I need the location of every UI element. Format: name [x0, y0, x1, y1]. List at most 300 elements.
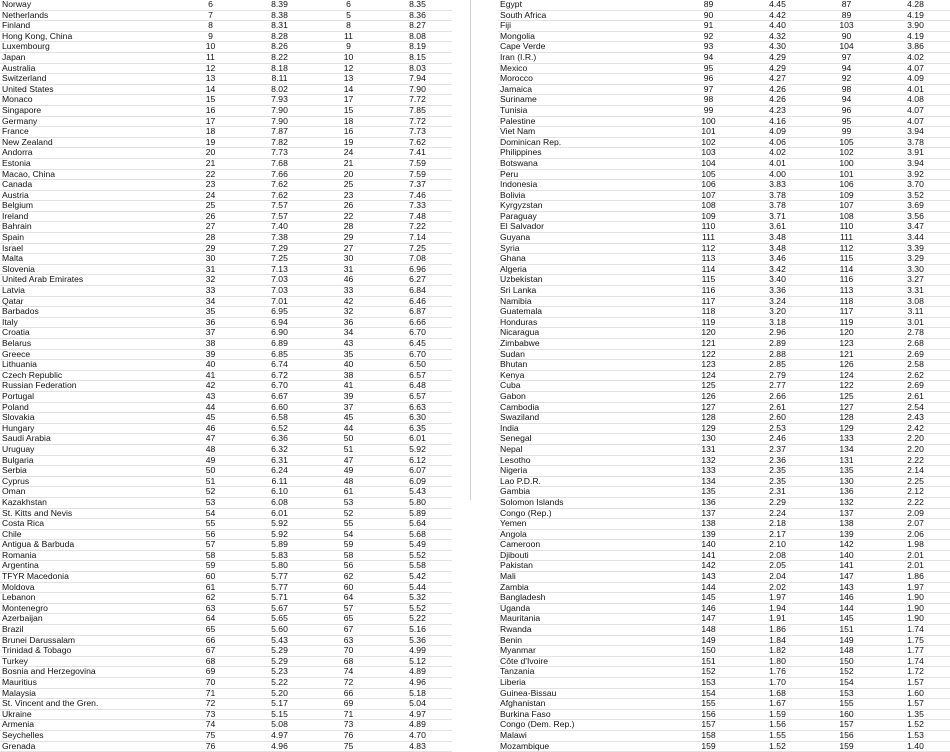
- rank-2012-cell: 23: [314, 190, 383, 201]
- score-2013-cell: 6.11: [245, 476, 314, 487]
- score-2013-cell: 4.23: [743, 105, 812, 116]
- rank-2012-cell: 146: [812, 593, 881, 604]
- rank-2012-cell: 153: [812, 688, 881, 699]
- score-2012-cell: 2.54: [881, 402, 950, 413]
- score-2012-cell: 1.90: [881, 614, 950, 625]
- table-row: [0, 328, 452, 339]
- score-2012-cell: 7.59: [383, 158, 452, 169]
- rank-2013-cell: 149: [674, 635, 743, 646]
- country-cell: Croatia: [0, 328, 176, 339]
- rank-2012-cell: 142: [812, 540, 881, 551]
- rank-2013-cell: 6: [176, 0, 245, 10]
- score-2013-cell: 5.29: [245, 646, 314, 657]
- rank-2012-cell: 55: [314, 519, 383, 530]
- score-2013-cell: 2.85: [743, 360, 812, 371]
- score-2013-cell: 2.17: [743, 529, 812, 540]
- rank-2013-cell: 37: [176, 328, 245, 339]
- rank-2012-cell: 33: [314, 286, 383, 297]
- table-row: [498, 31, 950, 42]
- score-2012-cell: 5.52: [383, 603, 452, 614]
- score-2013-cell: 2.24: [743, 508, 812, 519]
- score-2012-cell: 7.22: [383, 222, 452, 233]
- score-2013-cell: 7.87: [245, 127, 314, 138]
- score-2012-cell: 8.15: [383, 52, 452, 63]
- table-row: [0, 360, 452, 371]
- country-cell: Lao P.D.R.: [498, 476, 674, 487]
- table-row: [498, 423, 950, 434]
- score-2013-cell: 7.93: [245, 95, 314, 106]
- rank-2012-cell: 130: [812, 476, 881, 487]
- rank-2013-cell: 12: [176, 63, 245, 74]
- score-2012-cell: 3.90: [881, 21, 950, 32]
- score-2012-cell: 7.46: [383, 190, 452, 201]
- score-2013-cell: 2.35: [743, 466, 812, 477]
- score-2013-cell: 3.61: [743, 222, 812, 233]
- table-row: [498, 561, 950, 572]
- rank-2013-cell: 115: [674, 275, 743, 286]
- rank-2012-cell: 104: [812, 42, 881, 53]
- rank-2012-cell: 94: [812, 63, 881, 74]
- rank-2013-cell: 64: [176, 614, 245, 625]
- score-2012-cell: 4.01: [881, 84, 950, 95]
- score-2012-cell: 6.63: [383, 402, 452, 413]
- country-cell: Cambodia: [498, 402, 674, 413]
- rank-2013-cell: 143: [674, 572, 743, 583]
- rank-2013-cell: 19: [176, 137, 245, 148]
- rank-2012-cell: 59: [314, 540, 383, 551]
- rank-2013-cell: 67: [176, 646, 245, 657]
- score-2013-cell: 8.11: [245, 74, 314, 85]
- column-divider: [470, 0, 471, 500]
- country-cell: Sri Lanka: [498, 286, 674, 297]
- score-2012-cell: 2.22: [881, 455, 950, 466]
- rank-2012-cell: 57: [314, 603, 383, 614]
- country-cell: Indonesia: [498, 180, 674, 191]
- score-2012-cell: 5.43: [383, 487, 452, 498]
- rank-2013-cell: 65: [176, 625, 245, 636]
- score-2013-cell: 1.67: [743, 699, 812, 710]
- rank-2013-cell: 11: [176, 52, 245, 63]
- score-2012-cell: 4.28: [881, 0, 950, 10]
- rank-2013-cell: 72: [176, 699, 245, 710]
- country-cell: Costa Rica: [0, 519, 176, 530]
- score-2013-cell: 7.13: [245, 264, 314, 275]
- score-2013-cell: 4.30: [743, 42, 812, 53]
- table-row: [498, 709, 950, 720]
- table-row: [0, 741, 452, 752]
- score-2012-cell: 5.49: [383, 540, 452, 551]
- rank-2012-cell: 105: [812, 137, 881, 148]
- score-2013-cell: 7.90: [245, 116, 314, 127]
- table-row: [0, 434, 452, 445]
- rank-2012-cell: 152: [812, 667, 881, 678]
- country-cell: Myanmar: [498, 646, 674, 657]
- rank-2012-cell: 21: [314, 158, 383, 169]
- country-cell: Egypt: [498, 0, 674, 10]
- country-cell: Nepal: [498, 444, 674, 455]
- rank-2012-cell: 54: [314, 529, 383, 540]
- country-cell: Qatar: [0, 296, 176, 307]
- rank-2012-cell: 46: [314, 275, 383, 286]
- table-row: [498, 190, 950, 201]
- country-cell: Nicaragua: [498, 328, 674, 339]
- score-2013-cell: 5.77: [245, 582, 314, 593]
- score-2013-cell: 5.83: [245, 550, 314, 561]
- rank-2013-cell: 57: [176, 540, 245, 551]
- score-2012-cell: 2.61: [881, 391, 950, 402]
- score-2013-cell: 1.97: [743, 593, 812, 604]
- score-2012-cell: 6.12: [383, 455, 452, 466]
- rank-2012-cell: 14: [314, 84, 383, 95]
- table-row: [498, 339, 950, 350]
- rank-2012-cell: 75: [314, 741, 383, 752]
- score-2013-cell: 4.29: [743, 52, 812, 63]
- score-2013-cell: 3.71: [743, 211, 812, 222]
- rank-2012-cell: 121: [812, 349, 881, 360]
- table-row: [0, 423, 452, 434]
- score-2013-cell: 3.48: [743, 243, 812, 254]
- rank-2013-cell: 141: [674, 550, 743, 561]
- rank-2012-cell: 118: [812, 296, 881, 307]
- rank-2013-cell: 133: [674, 466, 743, 477]
- country-cell: Bosnia and Herzegovina: [0, 667, 176, 678]
- rank-2013-cell: 136: [674, 497, 743, 508]
- score-2012-cell: 4.89: [383, 667, 452, 678]
- rank-2013-cell: 56: [176, 529, 245, 540]
- table-row: [0, 95, 452, 106]
- score-2012-cell: 6.01: [383, 434, 452, 445]
- country-cell: Guinea-Bissau: [498, 688, 674, 699]
- rank-2012-cell: 58: [314, 550, 383, 561]
- table-row: [498, 307, 950, 318]
- rank-2012-cell: 111: [812, 233, 881, 244]
- country-cell: Ukraine: [0, 709, 176, 720]
- rank-2013-cell: 112: [674, 243, 743, 254]
- table-row: [498, 360, 950, 371]
- country-cell: Rwanda: [498, 625, 674, 636]
- score-2012-cell: 1.77: [881, 646, 950, 657]
- country-cell: Zimbabwe: [498, 339, 674, 350]
- country-cell: Malaysia: [0, 688, 176, 699]
- score-2012-cell: 3.52: [881, 190, 950, 201]
- rank-2013-cell: 68: [176, 656, 245, 667]
- table-row: [0, 116, 452, 127]
- rank-2012-cell: 134: [812, 444, 881, 455]
- score-2012-cell: 4.97: [383, 709, 452, 720]
- score-2013-cell: 4.40: [743, 21, 812, 32]
- rank-2012-cell: 10: [314, 52, 383, 63]
- table-row: [498, 646, 950, 657]
- rank-2012-cell: 24: [314, 148, 383, 159]
- score-2012-cell: 4.02: [881, 52, 950, 63]
- country-cell: Trinidad & Tobago: [0, 646, 176, 657]
- score-2013-cell: 3.18: [743, 317, 812, 328]
- rank-2012-cell: 108: [812, 211, 881, 222]
- table-row: [498, 349, 950, 360]
- rank-2012-cell: 87: [812, 0, 881, 10]
- table-row: [0, 169, 452, 180]
- score-2012-cell: 1.72: [881, 667, 950, 678]
- rank-2012-cell: 72: [314, 678, 383, 689]
- score-2013-cell: 8.38: [245, 10, 314, 21]
- table-row: [0, 667, 452, 678]
- table-row: [498, 286, 950, 297]
- rank-2013-cell: 26: [176, 211, 245, 222]
- country-cell: Chile: [0, 529, 176, 540]
- rank-2013-cell: 50: [176, 466, 245, 477]
- country-cell: El Salvador: [498, 222, 674, 233]
- rank-2013-cell: 126: [674, 391, 743, 402]
- table-row: [0, 656, 452, 667]
- score-2013-cell: 7.25: [245, 254, 314, 265]
- rank-2013-cell: 13: [176, 74, 245, 85]
- country-cell: Argentina: [0, 561, 176, 572]
- score-2012-cell: 3.91: [881, 148, 950, 159]
- country-cell: Bangladesh: [498, 593, 674, 604]
- table-row: [0, 243, 452, 254]
- rank-2012-cell: 50: [314, 434, 383, 445]
- score-2012-cell: 5.04: [383, 699, 452, 710]
- rank-2012-cell: 69: [314, 699, 383, 710]
- score-2012-cell: 5.18: [383, 688, 452, 699]
- rank-2012-cell: 110: [812, 222, 881, 233]
- rank-2013-cell: 129: [674, 423, 743, 434]
- rank-2012-cell: 73: [314, 720, 383, 731]
- rank-2012-cell: 90: [812, 31, 881, 42]
- rank-2013-cell: 108: [674, 201, 743, 212]
- rank-2013-cell: 71: [176, 688, 245, 699]
- score-2012-cell: 3.39: [881, 243, 950, 254]
- country-cell: Côte d'Ivoire: [498, 656, 674, 667]
- score-2013-cell: 2.96: [743, 328, 812, 339]
- country-cell: Austria: [0, 190, 176, 201]
- score-2013-cell: 8.31: [245, 21, 314, 32]
- rank-2013-cell: 99: [674, 105, 743, 116]
- rank-2012-cell: 155: [812, 699, 881, 710]
- country-cell: United States: [0, 84, 176, 95]
- country-cell: Cyprus: [0, 476, 176, 487]
- score-2013-cell: 4.16: [743, 116, 812, 127]
- score-2013-cell: 2.89: [743, 339, 812, 350]
- rank-2013-cell: 128: [674, 413, 743, 424]
- score-2012-cell: 7.72: [383, 116, 452, 127]
- score-2012-cell: 6.50: [383, 360, 452, 371]
- rank-2013-cell: 150: [674, 646, 743, 657]
- rank-2013-cell: 36: [176, 317, 245, 328]
- score-2012-cell: 5.89: [383, 508, 452, 519]
- country-cell: Mali: [498, 572, 674, 583]
- table-row: [0, 105, 452, 116]
- country-cell: Malta: [0, 254, 176, 265]
- rank-2013-cell: 106: [674, 180, 743, 191]
- table-row: [498, 667, 950, 678]
- rank-2013-cell: 25: [176, 201, 245, 212]
- score-2013-cell: 6.58: [245, 413, 314, 424]
- table-row: [0, 190, 452, 201]
- rank-2013-cell: 30: [176, 254, 245, 265]
- country-cell: Iran (I.R.): [498, 52, 674, 63]
- table-row: [0, 720, 452, 731]
- rank-2013-cell: 148: [674, 625, 743, 636]
- table-row: [498, 688, 950, 699]
- rank-2013-cell: 23: [176, 180, 245, 191]
- score-2012-cell: 1.98: [881, 540, 950, 551]
- rank-2013-cell: 158: [674, 730, 743, 741]
- table-row: [498, 444, 950, 455]
- score-2013-cell: 1.70: [743, 678, 812, 689]
- table-row: [498, 508, 950, 519]
- score-2012-cell: 7.25: [383, 243, 452, 254]
- score-2012-cell: 1.53: [881, 730, 950, 741]
- rank-2013-cell: 157: [674, 720, 743, 731]
- country-cell: Oman: [0, 487, 176, 498]
- table-row: [498, 635, 950, 646]
- score-2013-cell: 6.90: [245, 328, 314, 339]
- score-2012-cell: 5.16: [383, 625, 452, 636]
- table-row: [498, 593, 950, 604]
- table-row: [498, 678, 950, 689]
- table-row: [498, 487, 950, 498]
- rank-2012-cell: 123: [812, 339, 881, 350]
- score-2012-cell: 4.89: [383, 720, 452, 731]
- country-cell: Slovenia: [0, 264, 176, 275]
- score-2012-cell: 1.74: [881, 656, 950, 667]
- table-row: [0, 264, 452, 275]
- rank-2013-cell: 111: [674, 233, 743, 244]
- table-row: [0, 180, 452, 191]
- score-2013-cell: 4.02: [743, 148, 812, 159]
- country-cell: Luxembourg: [0, 42, 176, 53]
- score-2013-cell: 7.62: [245, 180, 314, 191]
- country-cell: Bhutan: [498, 360, 674, 371]
- table-row: [0, 540, 452, 551]
- score-2013-cell: 3.48: [743, 233, 812, 244]
- rank-2012-cell: 35: [314, 349, 383, 360]
- rank-2013-cell: 121: [674, 339, 743, 350]
- rank-2013-cell: 58: [176, 550, 245, 561]
- score-2012-cell: 3.86: [881, 42, 950, 53]
- score-2013-cell: 3.20: [743, 307, 812, 318]
- score-2012-cell: 2.69: [881, 349, 950, 360]
- country-cell: Suriname: [498, 95, 674, 106]
- country-cell: Montenegro: [0, 603, 176, 614]
- rank-2013-cell: 140: [674, 540, 743, 551]
- rank-2012-cell: 148: [812, 646, 881, 657]
- rank-2012-cell: 125: [812, 391, 881, 402]
- score-2012-cell: 1.86: [881, 572, 950, 583]
- country-cell: Cameroon: [498, 540, 674, 551]
- score-2013-cell: 5.89: [245, 540, 314, 551]
- table-row: [498, 211, 950, 222]
- score-2012-cell: 6.46: [383, 296, 452, 307]
- rank-2013-cell: 119: [674, 317, 743, 328]
- score-2013-cell: 4.32: [743, 31, 812, 42]
- score-2012-cell: 5.44: [383, 582, 452, 593]
- score-2012-cell: 3.94: [881, 127, 950, 138]
- score-2012-cell: 8.35: [383, 0, 452, 10]
- rank-2013-cell: 49: [176, 455, 245, 466]
- score-2012-cell: 4.99: [383, 646, 452, 657]
- country-cell: Afghanistan: [498, 699, 674, 710]
- score-2012-cell: 6.87: [383, 307, 452, 318]
- rank-2012-cell: 143: [812, 582, 881, 593]
- rank-2012-cell: 48: [314, 476, 383, 487]
- score-2013-cell: 2.29: [743, 497, 812, 508]
- rank-2012-cell: 144: [812, 603, 881, 614]
- rank-2013-cell: 109: [674, 211, 743, 222]
- score-2013-cell: 4.27: [743, 74, 812, 85]
- rank-2012-cell: 36: [314, 317, 383, 328]
- rank-2013-cell: 159: [674, 741, 743, 752]
- score-2013-cell: 6.94: [245, 317, 314, 328]
- score-2013-cell: 1.56: [743, 720, 812, 731]
- rank-2012-cell: 17: [314, 95, 383, 106]
- score-2012-cell: 3.31: [881, 286, 950, 297]
- country-cell: Mauritius: [0, 678, 176, 689]
- score-2013-cell: 5.23: [245, 667, 314, 678]
- table-row: [498, 233, 950, 244]
- table-row: [498, 434, 950, 445]
- score-2013-cell: 1.52: [743, 741, 812, 752]
- score-2013-cell: 2.77: [743, 381, 812, 392]
- score-2013-cell: 8.22: [245, 52, 314, 63]
- rank-2013-cell: 120: [674, 328, 743, 339]
- table-row: [0, 74, 452, 85]
- rank-2013-cell: 144: [674, 582, 743, 593]
- rank-2012-cell: 107: [812, 201, 881, 212]
- table-row: [498, 158, 950, 169]
- rank-2013-cell: 75: [176, 730, 245, 741]
- score-2013-cell: 2.53: [743, 423, 812, 434]
- country-cell: Mexico: [498, 63, 674, 74]
- rank-2013-cell: 89: [674, 0, 743, 10]
- country-cell: Djibouti: [498, 550, 674, 561]
- rank-2013-cell: 73: [176, 709, 245, 720]
- rank-2013-cell: 152: [674, 667, 743, 678]
- rank-2012-cell: 133: [812, 434, 881, 445]
- country-cell: Seychelles: [0, 730, 176, 741]
- table-row: [498, 42, 950, 53]
- table-row: [0, 402, 452, 413]
- rank-2013-cell: 60: [176, 572, 245, 583]
- score-2013-cell: 7.57: [245, 211, 314, 222]
- rank-2012-cell: 135: [812, 466, 881, 477]
- rank-2012-cell: 34: [314, 328, 383, 339]
- rank-2012-cell: 100: [812, 158, 881, 169]
- table-row: [0, 127, 452, 138]
- country-cell: Syria: [498, 243, 674, 254]
- score-2013-cell: 4.06: [743, 137, 812, 148]
- score-2012-cell: 7.90: [383, 84, 452, 95]
- rank-2012-cell: 70: [314, 646, 383, 657]
- score-2012-cell: 3.08: [881, 296, 950, 307]
- score-2013-cell: 1.84: [743, 635, 812, 646]
- score-2013-cell: 7.57: [245, 201, 314, 212]
- country-cell: Barbados: [0, 307, 176, 318]
- score-2013-cell: 4.01: [743, 158, 812, 169]
- rank-2013-cell: 8: [176, 21, 245, 32]
- score-2013-cell: 3.24: [743, 296, 812, 307]
- rank-2012-cell: 71: [314, 709, 383, 720]
- country-cell: Guyana: [498, 233, 674, 244]
- country-cell: Mauritania: [498, 614, 674, 625]
- rank-2013-cell: 124: [674, 370, 743, 381]
- rank-2012-cell: 131: [812, 455, 881, 466]
- score-2012-cell: 6.27: [383, 275, 452, 286]
- table-row: [0, 31, 452, 42]
- rank-2013-cell: 18: [176, 127, 245, 138]
- country-cell: Canada: [0, 180, 176, 191]
